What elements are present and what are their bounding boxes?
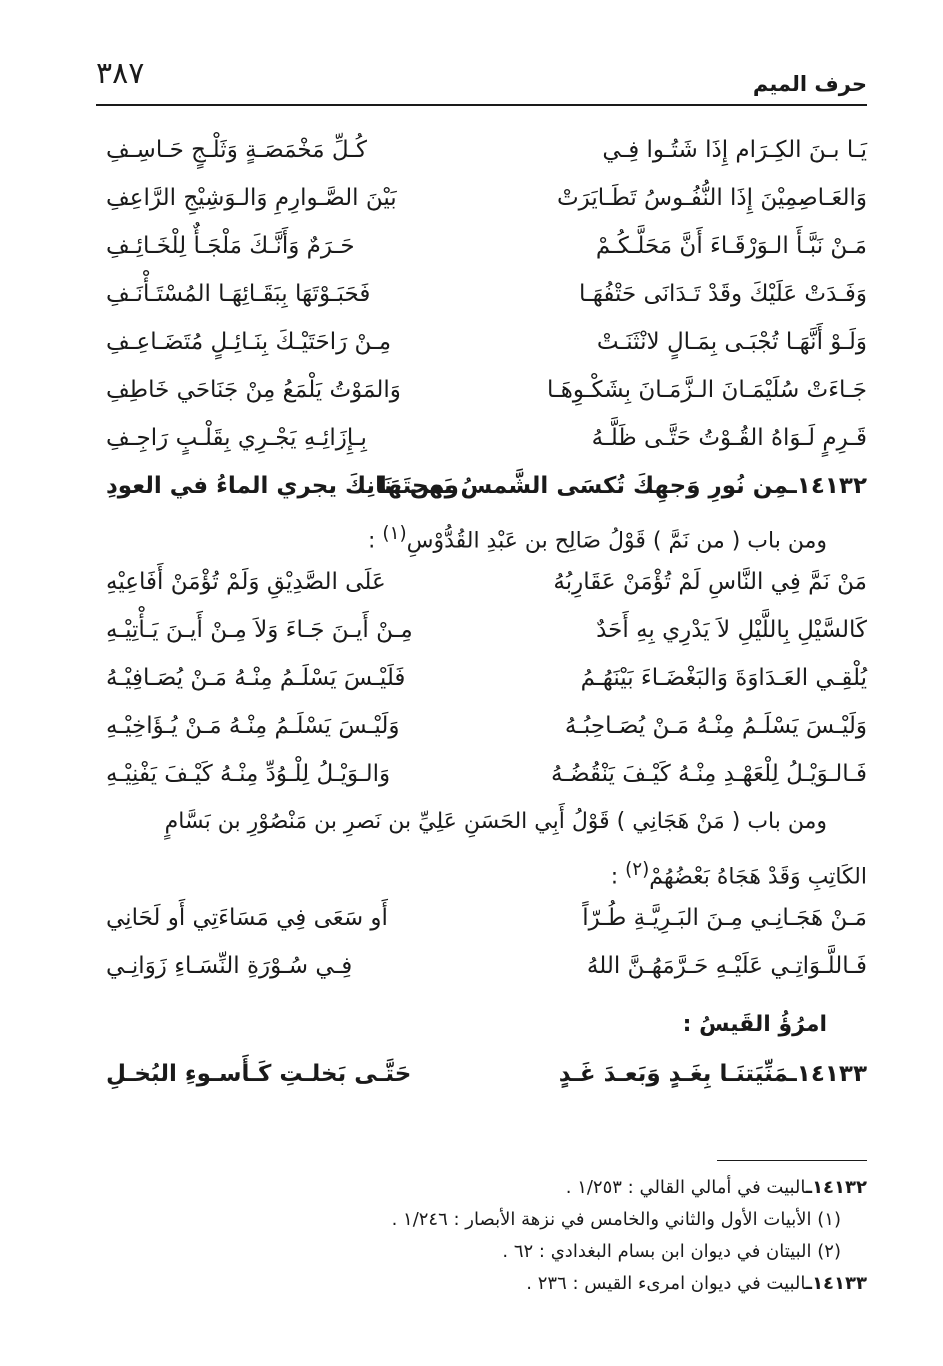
verse-first-hemistich: مَـنْ نَبَّـأَ الـوَرْقَـاءَ أَنَّ مَحَلَّـكُـمْ: [595, 233, 867, 259]
poem-block: [106, 126, 867, 462]
verse-first-hemistich: يُلْقِـي العَـدَاوَةَ وَالبَغْضَـاءَ بَيْنَهُـمُ: [580, 665, 867, 691]
verse-second-hemistich: حَتَّـى بَخلـتِ كَـأَسـوءِ البُخـلِ: [106, 1061, 412, 1087]
verse-first-hemistich: فَـاللَّـوَاتِـي عَلَيْـهِ حَـرَّمَهُـنَّ اللهُ: [586, 953, 867, 979]
footnote-number: ١٤١٣٢ـ: [805, 1177, 867, 1198]
verse-second-hemistich: ومن بنَانِكَ يجري الماءُ في العودِ: [106, 473, 459, 499]
verse-line: [106, 606, 867, 654]
verse-first-hemistich: وَالعَـاصِمِيْنَ إِذَا النُّفُـوسُ تَطَـايَرَتْ: [556, 185, 867, 211]
prose-continuation: [106, 846, 867, 894]
verse-first-hemistich: وَفَـدَتْ عَلَيْكَ وقَدْ تَـدَانَى حَتْفُهَـا: [579, 281, 867, 307]
verse-first-hemistich: فَـالـوَيْـلُ لِلْعَهْـدِ مِنْـهُ كَيْـفَ يَنْقُضُـهُ: [550, 761, 867, 787]
prose-text: ومن باب ( من نَمَّ ) قَوْلُ صَالِح بن عَبْدِ القُدُّوْسِ: [406, 528, 827, 554]
verse-second-hemistich: أَو سَعَى فِي مَسَاءَتِي أَو لَحَانِي: [106, 905, 388, 931]
verse-first-hemistich: يَـا بـنَ الكِـرَام إِذَا شَتُـوا فِـي: [602, 137, 867, 163]
verse-line: [106, 654, 867, 702]
poet-heading: امرُؤُ القَيسُ :: [682, 1012, 827, 1037]
verse-line: [106, 318, 867, 366]
verse-first-hemistich: جَـاءَتْ سُلَيْمَـانَ الـزَّمَـانَ بِشَكْـوِهَـا: [546, 377, 867, 403]
verse-first-hemistich: كَالسَّيْلِ بِاللَّيْلِ لاَ يَدْرِي بِهِ أَحَدٌ: [596, 617, 867, 643]
page-header: [96, 56, 867, 102]
footnote-text: البيت في أمالي القالي : ١/٢٥٣ .: [565, 1177, 806, 1198]
entry-number: ١٤١٣٣ـ: [788, 1061, 867, 1087]
verse-first-hemistich: وَلَـوْ أَنَّهَـا تُجْبَـى بِمَـالٍ لانْثَنَـتْ: [596, 329, 867, 355]
footnote-item: [100, 1172, 867, 1204]
verse-second-hemistich: مِـنْ رَاحَتَيْـكَ بِنَـائِـلٍ مُتَضَـاعِـفِ: [106, 329, 392, 355]
verse-second-hemistich: كُـلِّ مَخْمَصَـةٍ وَثَلْـجٍ حَـاسِـفِ: [106, 137, 368, 163]
footnote-item: [100, 1204, 867, 1236]
page-number: ٣٨٧: [96, 56, 145, 91]
spacer: [106, 990, 867, 1000]
poem-block: [106, 894, 867, 990]
verse-first-hemistich: مَنْ نَمَّ فِي النَّاسِ لَمْ تُؤْمَنْ عَقَارِبُهُ: [553, 569, 867, 595]
verse-line: [106, 894, 867, 942]
verse-line: [106, 558, 867, 606]
verse-text: مَنِّيَتنَـا بِغَـدٍ وَبَعـدَ غَـدٍ: [558, 1061, 789, 1087]
entry-verse-14133: [106, 1050, 867, 1098]
verse-line: [106, 174, 867, 222]
header-rule: [96, 104, 867, 106]
verse-second-hemistich: وَالـوَيْـلُ لِلْـوُدِّ مِنْـهُ كَيْـفَ يَفْنِيْـهِ: [106, 761, 391, 787]
running-head: حرف الميم: [752, 72, 867, 96]
verse-line: [106, 750, 867, 798]
verse-second-hemistich: مِـنْ أَيـنَ جَـاءَ وَلاَ مِـنْ أَيـنَ يَـأْتِيْـهِ: [106, 617, 413, 643]
verse-first-hemistich: [378, 462, 867, 510]
verse-line: [106, 414, 867, 462]
prose-intro: [106, 510, 867, 558]
footnote-ref[interactable]: (٢): [625, 859, 650, 880]
verse-text: مِن نُورِ وَجهِكَ تُكسَى الشَّمسُ بَهجتَهَا: [378, 473, 789, 499]
footnote-rule: [717, 1160, 867, 1161]
footnotes: [100, 1172, 867, 1300]
verse-line: [106, 702, 867, 750]
verse-line: [106, 126, 867, 174]
footnote-number: (١): [817, 1209, 841, 1230]
verse-first-hemistich: قَـرِمٍ لَـوَاهُ القُـوْتُ حَتَّـى ظَلَّـهُ: [591, 425, 867, 451]
verse-line: [106, 270, 867, 318]
prose-colon: :: [610, 864, 626, 890]
verse-second-hemistich: عَلَى الصَّدِيْقِ وَلَمْ تُؤْمَنْ أَفَاعِيْهِ: [106, 569, 386, 595]
verse-first-hemistich: [497, 1050, 867, 1098]
poem-block: [106, 558, 867, 798]
verse-second-hemistich: حَـرَمٌ وَأَنَّـكَ مَلْجَـأٌ لِلْخَـائِـفِ: [106, 233, 355, 259]
footnote-number: (٢): [817, 1241, 841, 1262]
prose-text: ومن باب ( مَنْ هَجَانِي ) قَوْلُ أَبِي الحَسَنِ عَلِيِّ بن نَصرِ بن مَنْصُوْرِ بن بَسَّامٍ: [164, 809, 827, 834]
verse-line: [106, 366, 867, 414]
verse-first-hemistich: وَلَيْـسَ يَسْلَـمُ مِنْـهُ مَـنْ يُصَـاحِبُـهُ: [564, 713, 867, 739]
verse-second-hemistich: فَلَيْـسَ يَسْلَـمُ مِنْـهُ مَـنْ يُصَـافِيْـهُ: [106, 665, 406, 691]
verse-line: [106, 222, 867, 270]
main-text: [106, 126, 867, 1098]
prose-colon: :: [368, 528, 383, 554]
verse-second-hemistich: بَيْنَ الصَّـوارِمِ وَالـوَشِيْجِ الرَّاعِفِ: [106, 185, 397, 211]
verse-second-hemistich: وَلَيْـسَ يَسْلَـمُ مِنْـهُ مَـنْ يُـؤَاخِيْـهِ: [106, 713, 400, 739]
prose-intro: [106, 798, 867, 846]
verse-second-hemistich: فِـي سُـوْرَةِ النِّسَـاءِ زَوَانِـي: [106, 953, 353, 979]
verse-second-hemistich: بِـإِزَائِـهِ يَجْـرِي بِقَلْـبٍ رَاجِـفِ: [106, 425, 367, 451]
footnote-text: البيت في ديوان امرىء القيس : ٢٣٦ .: [526, 1273, 806, 1294]
entry-verse-14132: [106, 462, 867, 510]
footnote-item: [100, 1236, 867, 1268]
verse-second-hemistich: فَحَبَـوْتَهَا بِبَقَـائِهَـا المُسْتَـأْنَـفِ: [106, 281, 371, 307]
prose-text: الكَاتِبِ وَقَدْ هَجَاهُ بَعْضُهُمْ: [649, 864, 867, 890]
verse-line: [106, 942, 867, 990]
footnote-number: ١٤١٣٣ـ: [805, 1273, 867, 1294]
verse-second-hemistich: وَالمَوْتُ يَلْمَعُ مِنْ جَنَاحَي خَاطِفِ: [106, 377, 401, 403]
footnote-item: [100, 1268, 867, 1300]
entry-number: ١٤١٣٢ـ: [788, 473, 867, 499]
verse-first-hemistich: مَـنْ هَجَـانِـي مِـنَ البَـرِيَّـةِ طُـرّاً: [582, 905, 867, 931]
footnote-ref[interactable]: (١): [382, 523, 407, 544]
footnote-text: البيتان في ديوان ابن بسام البغدادي : ٦٢ .: [502, 1241, 812, 1262]
footnote-text: الأبيات الأول والثاني والخامس في نزهة الأبصار : ١/٢٤٦ .: [391, 1209, 812, 1230]
